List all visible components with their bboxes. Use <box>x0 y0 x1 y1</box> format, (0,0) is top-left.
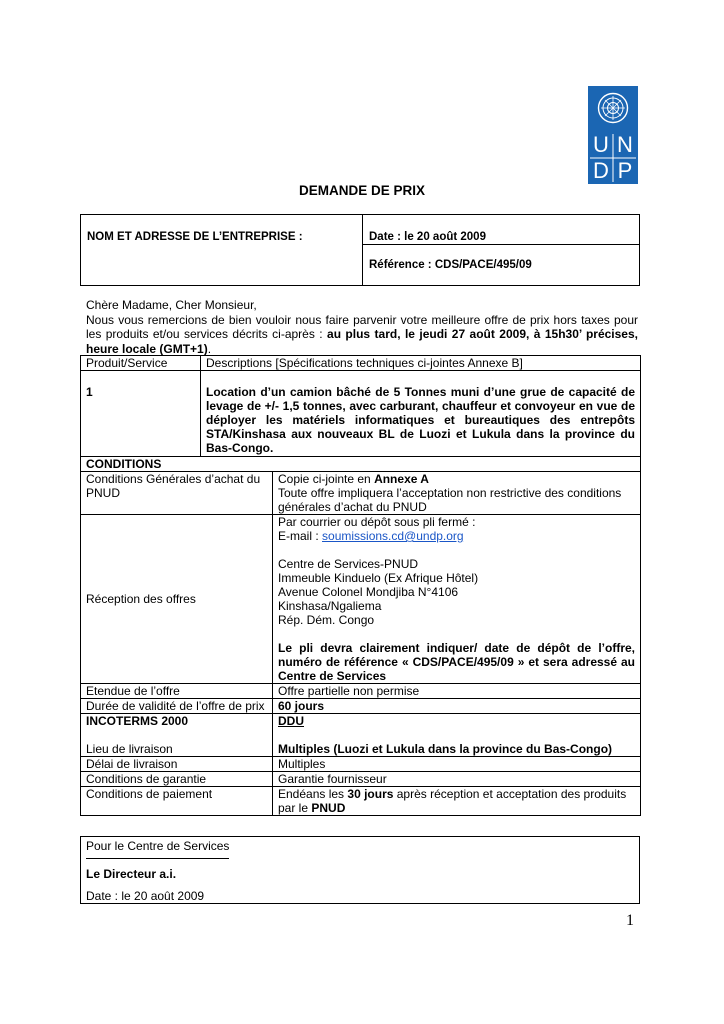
logo-letter-d: D <box>593 158 609 183</box>
signature-box <box>80 836 640 904</box>
company-label: NOM ET ADRESSE DE L’ENTREPRISE : <box>87 231 303 243</box>
undp-logo <box>588 86 638 184</box>
un-emblem-icon <box>597 92 629 124</box>
cga-value: Copie ci-jointe en Annexe A Toute offre impliquera l’acceptation non restrictive des conditions générales d’achat du PNUD <box>273 472 641 515</box>
table-row <box>81 515 641 684</box>
reception-label: Réception des offres <box>81 515 273 684</box>
item-description: Location d’un camion bâché de 5 Tonnes muni d’une grue de capacité de levage de +/- 1,5 tonnes, avec carburant, chauffeur et convoyeur en vue de déployer les matériels informatiques et bureautiques des entrepôts STA/Kinshasa aux nouveaux BL de Luozi et Lukula dans la province du Bas-Congo. <box>201 371 641 457</box>
validity-label: Durée de validité de l’offre de prix <box>81 699 273 714</box>
incoterms-value-cell: DDU Multiples (Luozi et Lukula dans la province du Bas-Congo) <box>273 714 641 757</box>
specifications-table <box>80 355 641 816</box>
col-header-product: Produit/Service <box>81 356 201 371</box>
table-row <box>81 714 641 757</box>
deadline-text: au plus tard, le jeudi 27 août 2009, à 15h30’ précises, heure locale (GMT+1) <box>86 327 638 356</box>
payment-label: Conditions de paiement <box>81 787 273 816</box>
table-row <box>81 472 641 515</box>
signature-title: Le Directeur a.i. <box>86 867 177 881</box>
logo-letter-u: U <box>593 132 609 157</box>
table-row <box>81 772 641 787</box>
validity-value: 60 jours <box>273 699 641 714</box>
table-row <box>81 699 641 714</box>
extent-label: Etendue de l’offre <box>81 684 273 699</box>
company-header-box <box>80 214 640 286</box>
header-date: Date : le 20 août 2009 <box>369 231 486 243</box>
table-row <box>81 371 641 457</box>
intro-paragraph <box>86 298 638 356</box>
extent-value: Offre partielle non permise <box>273 684 641 699</box>
reception-note: Le pli devra clairement indiquer/ date de dépôt de l’offre, numéro de référence « CDS/PACE/495/09 » et sera adressé au Centre de Services <box>278 641 635 683</box>
salutation: Chère Madame, Cher Monsieur, <box>86 298 257 312</box>
warranty-label: Conditions de garantie <box>81 772 273 787</box>
delivery-time-value: Multiples <box>273 757 641 772</box>
signature-date: Date : le 20 août 2009 <box>86 889 205 903</box>
page-number: 1 <box>626 912 634 929</box>
conditions-header: CONDITIONS <box>81 457 641 472</box>
table-header-row <box>81 356 641 371</box>
cga-label: Conditions Générales d’achat du PNUD <box>81 472 273 515</box>
logo-letter-p: P <box>617 158 633 183</box>
incoterms-cell: INCOTERMS 2000 Lieu de livraison <box>81 714 273 757</box>
header-reference: Référence : CDS/PACE/495/09 <box>369 259 532 271</box>
warranty-value: Garantie fournisseur <box>273 772 641 787</box>
document-title: DEMANDE DE PRIX <box>298 183 425 198</box>
email-link[interactable]: soumissions.cd@undp.org <box>322 529 464 543</box>
item-number: 1 <box>81 371 201 457</box>
payment-value: Endéans les 30 jours après réception et acceptation des produits par le PNUD <box>273 787 641 816</box>
table-row <box>81 787 641 816</box>
table-row <box>81 757 641 772</box>
delivery-time-label: Délai de livraison <box>81 757 273 772</box>
undp-letter-grid <box>588 132 638 184</box>
signature-line1: Pour le Centre de Services <box>86 839 230 853</box>
table-row <box>81 684 641 699</box>
logo-letter-n: N <box>617 132 633 157</box>
col-header-description: Descriptions [Spécifications techniques ci-jointes Annexe B] <box>201 356 641 371</box>
conditions-header-row <box>81 457 641 472</box>
intro-body: Nous vous remercions de bien vouloir nous faire parvenir votre meilleure offre de prix hors taxes pour les produits et/ou services décrits ci-après : au plus tard, le jeudi 27 août 2009, à 15h30’ précises, heure locale (GMT+1). <box>86 312 638 356</box>
reception-value: Par courrier ou dépôt sous pli fermé : E-mail : soumissions.cd@undp.org Centre de Services-PNUD Immeuble Kinduelo (Ex Afrique Hôtel) Avenue Colonel Mondjiba N°4106 Kinshasa/Ngaliema Rép. Dém. Congo Le pli devra clairement indiquer/ date de dépôt de l’offre, numéro de référence « CDS/PACE/495/09 » et sera adressé au Centre de Services <box>273 515 641 684</box>
